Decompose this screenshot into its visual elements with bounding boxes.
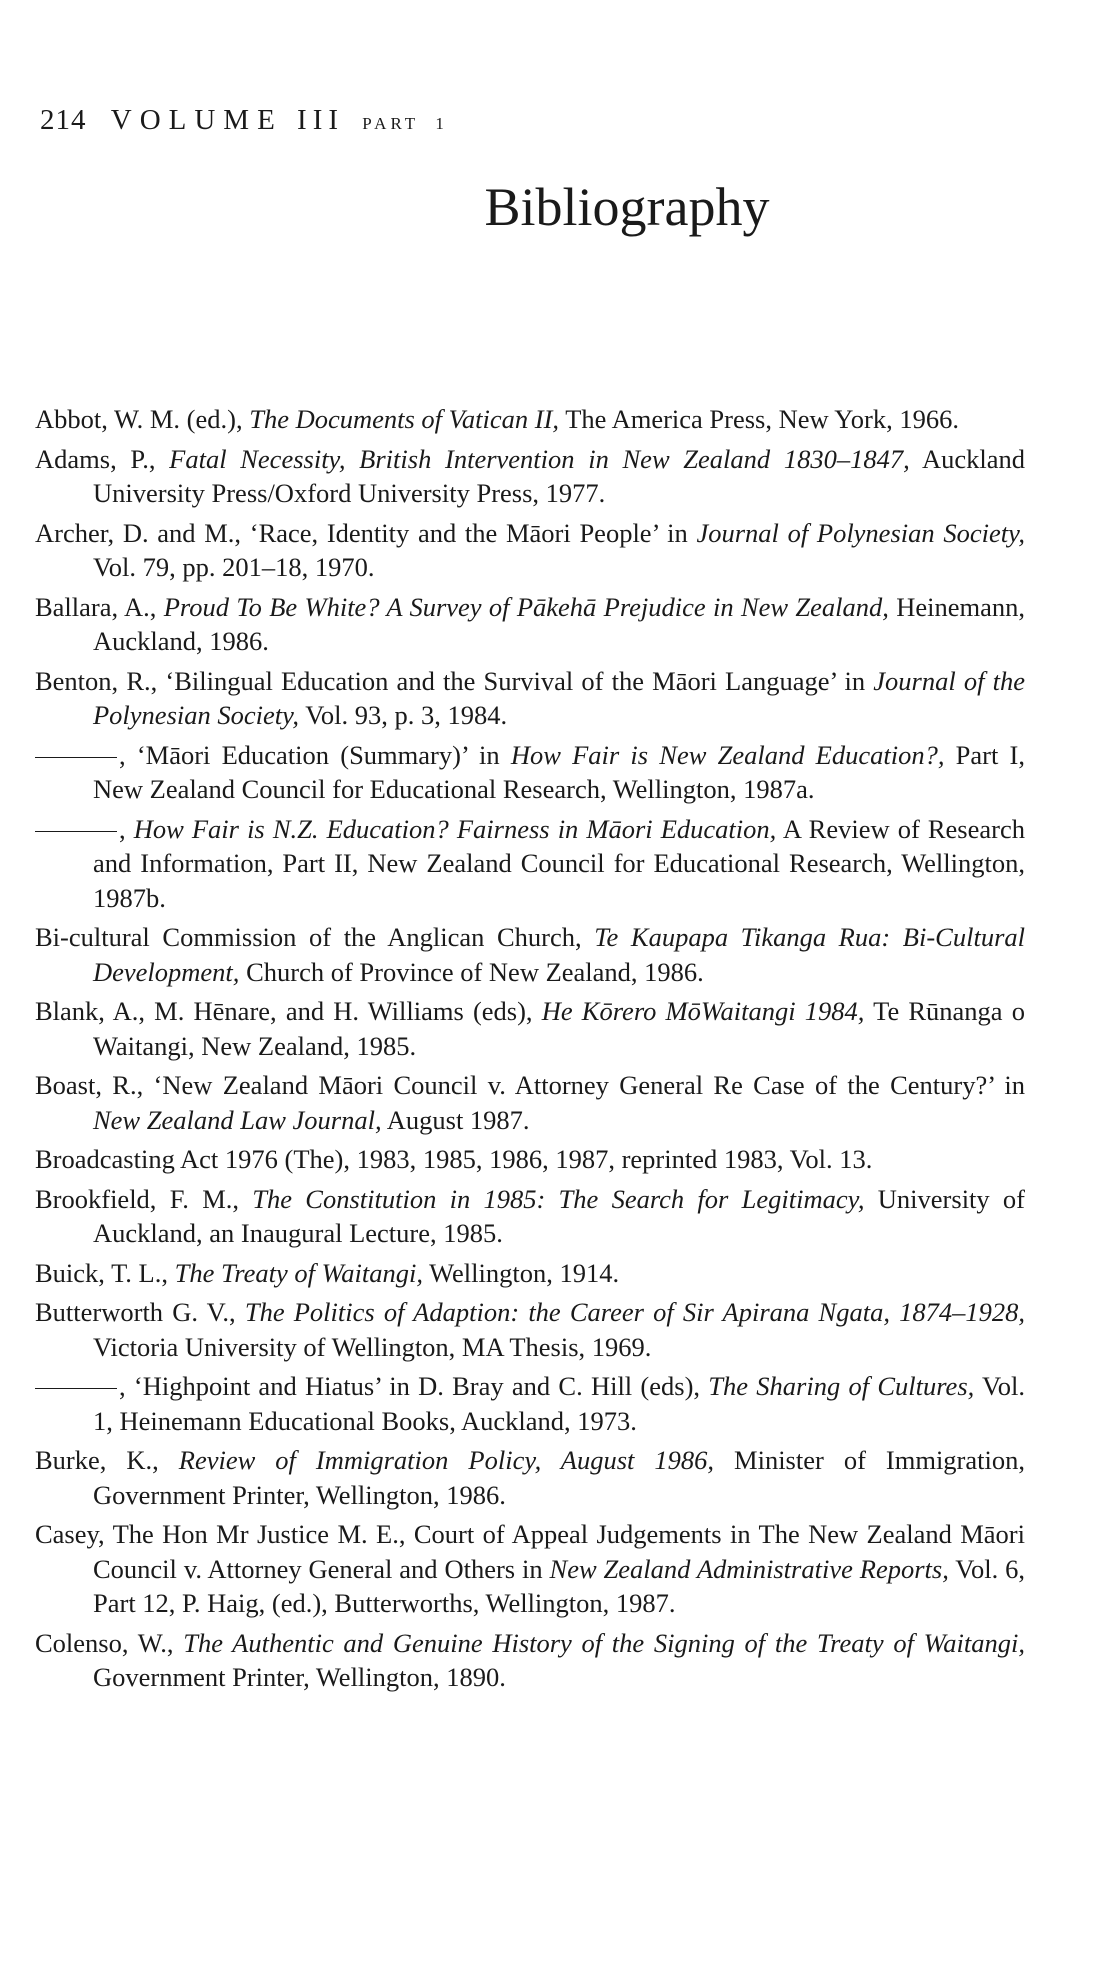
entry-author: Broadcasting Act 1976 (The), 1983, 1985, 1986, 1987, reprinted 1983, Vol. 13. xyxy=(35,1144,873,1174)
entry-publication: University of Auckland, an Inaugural Lecture, 1985. xyxy=(93,1183,1025,1248)
entry-author: Ballara, A., xyxy=(35,591,164,622)
entry-author: Boast, R., ‘New Zealand Māori Council v. Attorney General Re Case of the Century?’ in xyxy=(35,1070,1025,1100)
ditto-dash xyxy=(35,757,117,758)
entry-author: , xyxy=(119,813,134,844)
bibliography-entry xyxy=(35,1142,1025,1177)
entry-publication: Vol. 6, Part 12, P. Haig, (ed.), Butterworths, Wellington, 1987. xyxy=(93,1553,1025,1618)
bibliography-entry xyxy=(35,1295,1025,1364)
entry-author: , ‘Highpoint and Hiatus’ in D. Bray and C. Hill (eds), xyxy=(119,1371,709,1401)
entry-author: Casey, The Hon Mr Justice M. E., Court of Appeal Judgements in The New Zealand Māori Council v. Attorney General and Others in xyxy=(35,1519,1025,1584)
entry-author: Adams, P., xyxy=(35,443,170,474)
entry-publication: Vol. 93, p. 3, 1984. xyxy=(299,700,508,730)
bibliography-entry xyxy=(35,516,1025,585)
entry-work-title: Review of Immigration Policy, August 1986, xyxy=(178,1445,715,1475)
bibliography-entry xyxy=(35,1068,1025,1137)
entry-work-title: Te Kaupapa Tikanga Rua: Bi-Cultural Development, xyxy=(93,922,1026,987)
entry-publication: Auckland University Press/Oxford University Press, 1977. xyxy=(93,443,1026,508)
running-head xyxy=(40,104,445,137)
entry-author: Benton, R., ‘Bilingual Education and the Survival of the Māori Language’ in xyxy=(35,665,874,696)
bibliography-entry xyxy=(35,920,1025,989)
bibliography-entry xyxy=(35,812,1025,916)
bibliography-entry xyxy=(35,664,1025,733)
bibliography-list xyxy=(35,402,1025,1700)
entry-author: Buick, T. L., xyxy=(35,1257,175,1288)
entry-work-title: New Zealand Law Journal, xyxy=(93,1104,382,1135)
entry-publication: Government Printer, Wellington, 1890. xyxy=(93,1662,506,1692)
volume-numeral: III xyxy=(297,104,345,136)
bibliography-entry xyxy=(35,994,1025,1063)
entry-author: Butterworth G. V., xyxy=(35,1297,245,1327)
entry-author: Bi-cultural Commission of the Anglican Church, xyxy=(35,922,595,952)
entry-publication: The America Press, New York, 1966. xyxy=(559,404,959,434)
entry-work-title: Proud To Be White? A Survey of Pākehā Prejudice in New Zealand, xyxy=(163,591,889,622)
page-number: 214 xyxy=(40,104,87,136)
bibliography-entry xyxy=(35,1443,1025,1512)
entry-work-title: How Fair is N.Z. Education? Fairness in Māori Education, xyxy=(133,813,777,844)
entry-publication: Vol. 79, pp. 201–18, 1970. xyxy=(93,552,375,582)
page-title: Bibliography xyxy=(484,177,770,237)
entry-work-title: He Kōrero MōWaitangi 1984, xyxy=(541,996,865,1026)
ditto-dash xyxy=(35,1388,117,1389)
entry-work-title: Journal of Polynesian Society, xyxy=(696,517,1025,548)
bibliography-entry xyxy=(35,442,1025,511)
entry-work-title: The Sharing of Cultures, xyxy=(708,1371,975,1401)
entry-publication: Heinemann, Auckland, 1986. xyxy=(93,591,1025,656)
part-label: PART xyxy=(362,114,420,133)
entry-work-title: Fatal Necessity, British Intervention in New Zealand 1830–1847, xyxy=(169,443,910,474)
bibliography-entry xyxy=(35,402,1025,437)
entry-publication: Te Rūnanga o Waitangi, New Zealand, 1985. xyxy=(93,996,1025,1061)
entry-work-title: The Treaty of Waitangi, xyxy=(174,1257,423,1288)
entry-publication: August 1987. xyxy=(381,1104,530,1135)
bibliography-entry xyxy=(35,738,1025,807)
entry-work-title: The Authentic and Genuine History of the Signing of the Treaty of Waitangi, xyxy=(183,1627,1025,1658)
entry-work-title: The Documents of Vatican II, xyxy=(249,404,560,434)
entry-author: Burke, K., xyxy=(35,1445,179,1475)
entry-publication: Wellington, 1914. xyxy=(422,1257,620,1288)
entry-work-title: The Politics of Adaption: the Career of Sir Apirana Ngata, 1874–1928, xyxy=(244,1297,1025,1327)
ditto-dash xyxy=(35,831,117,832)
bibliography-entry xyxy=(35,1256,1025,1291)
entry-work-title: How Fair is New Zealand Education?, xyxy=(510,739,945,770)
entry-author: Abbot, W. M. (ed.), xyxy=(35,404,250,434)
part-number: 1 xyxy=(435,114,445,133)
entry-publication: Victoria University of Wellington, MA Thesis, 1969. xyxy=(93,1331,652,1362)
bibliography-entry xyxy=(35,1626,1025,1695)
entry-author: Archer, D. and M., ‘Race, Identity and the Māori People’ in xyxy=(35,517,697,548)
entry-work-title: New Zealand Administrative Reports, xyxy=(549,1553,949,1584)
entry-author: Colenso, W., xyxy=(35,1627,184,1658)
bibliography-entry xyxy=(35,590,1025,659)
bibliography-entry xyxy=(35,1182,1025,1251)
bibliography-entry xyxy=(35,1369,1025,1438)
entry-work-title: The Constitution in 1985: The Search for Legitimacy, xyxy=(252,1183,865,1214)
entry-author: , ‘Māori Education (Summary)’ in xyxy=(119,739,511,770)
entry-publication: Church of Province of New Zealand, 1986. xyxy=(239,956,704,987)
entry-publication: Part I, New Zealand Council for Educational Research, Wellington, 1987a. xyxy=(93,739,1026,804)
entry-publication: Minister of Immigration, Government Printer, Wellington, 1986. xyxy=(93,1445,1025,1510)
entry-author: Brookfield, F. M., xyxy=(35,1183,253,1214)
bibliography-entry xyxy=(35,1517,1025,1621)
entry-author: Blank, A., M. Hēnare, and H. Williams (eds), xyxy=(35,996,542,1026)
entry-publication: Vol. 1, Heinemann Educational Books, Auckland, 1973. xyxy=(93,1371,1025,1436)
entry-work-title: Journal of the Polynesian Society, xyxy=(93,665,1025,730)
volume-label: VOLUME xyxy=(110,104,283,136)
entry-publication: A Review of Research and Information, Part II, New Zealand Council for Educational Research, Wellington, 1987b. xyxy=(93,813,1025,913)
